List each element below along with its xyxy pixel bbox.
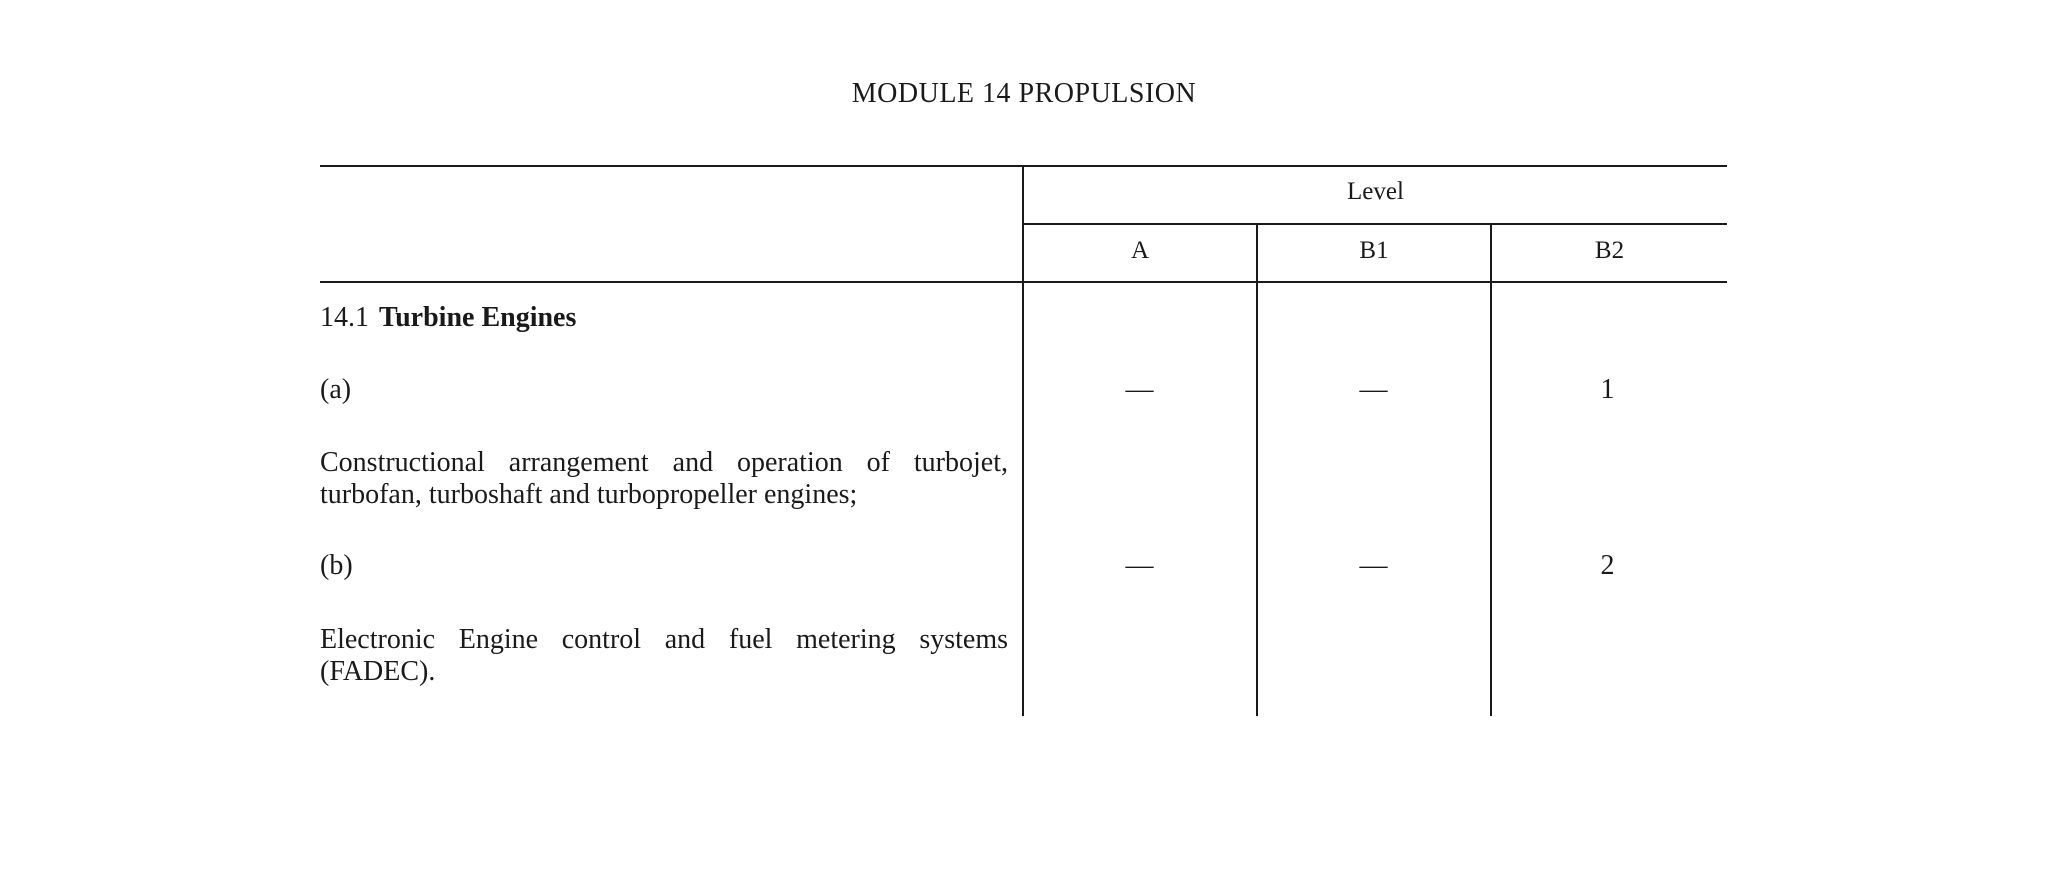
item-label-a: (a) — [320, 374, 352, 405]
column-header-a: A — [1130, 237, 1150, 264]
item-a-level-b1: — — [1359, 374, 1388, 405]
column-divider-a-b1 — [1256, 223, 1258, 716]
section-heading — [320, 302, 576, 334]
item-a-level-a: — — [1125, 374, 1154, 405]
column-divider-b1-b2 — [1490, 223, 1492, 716]
section-title: Turbine Engines — [379, 302, 577, 333]
level-header: Level — [1347, 178, 1404, 205]
section-number: 14.1 — [320, 302, 369, 333]
item-b-level-a: — — [1125, 550, 1154, 581]
item-description-b: Electronic Engine control and fuel metering systems (FADEC). — [320, 624, 1008, 687]
item-a-level-b2: 1 — [1600, 374, 1615, 405]
item-description-a: Constructional arrangement and operation of turbojet, turbofan, turboshaft and turbopropeller engines; — [320, 447, 1008, 510]
item-b-level-b2: 2 — [1600, 550, 1615, 581]
module-title: MODULE 14 PROPULSION — [851, 78, 1197, 109]
item-label-b: (b) — [320, 550, 353, 581]
item-b-level-b1: — — [1359, 550, 1388, 581]
level-header-rule — [1022, 223, 1727, 225]
column-header-b2: B2 — [1594, 237, 1625, 264]
column-header-b1: B1 — [1359, 237, 1389, 264]
